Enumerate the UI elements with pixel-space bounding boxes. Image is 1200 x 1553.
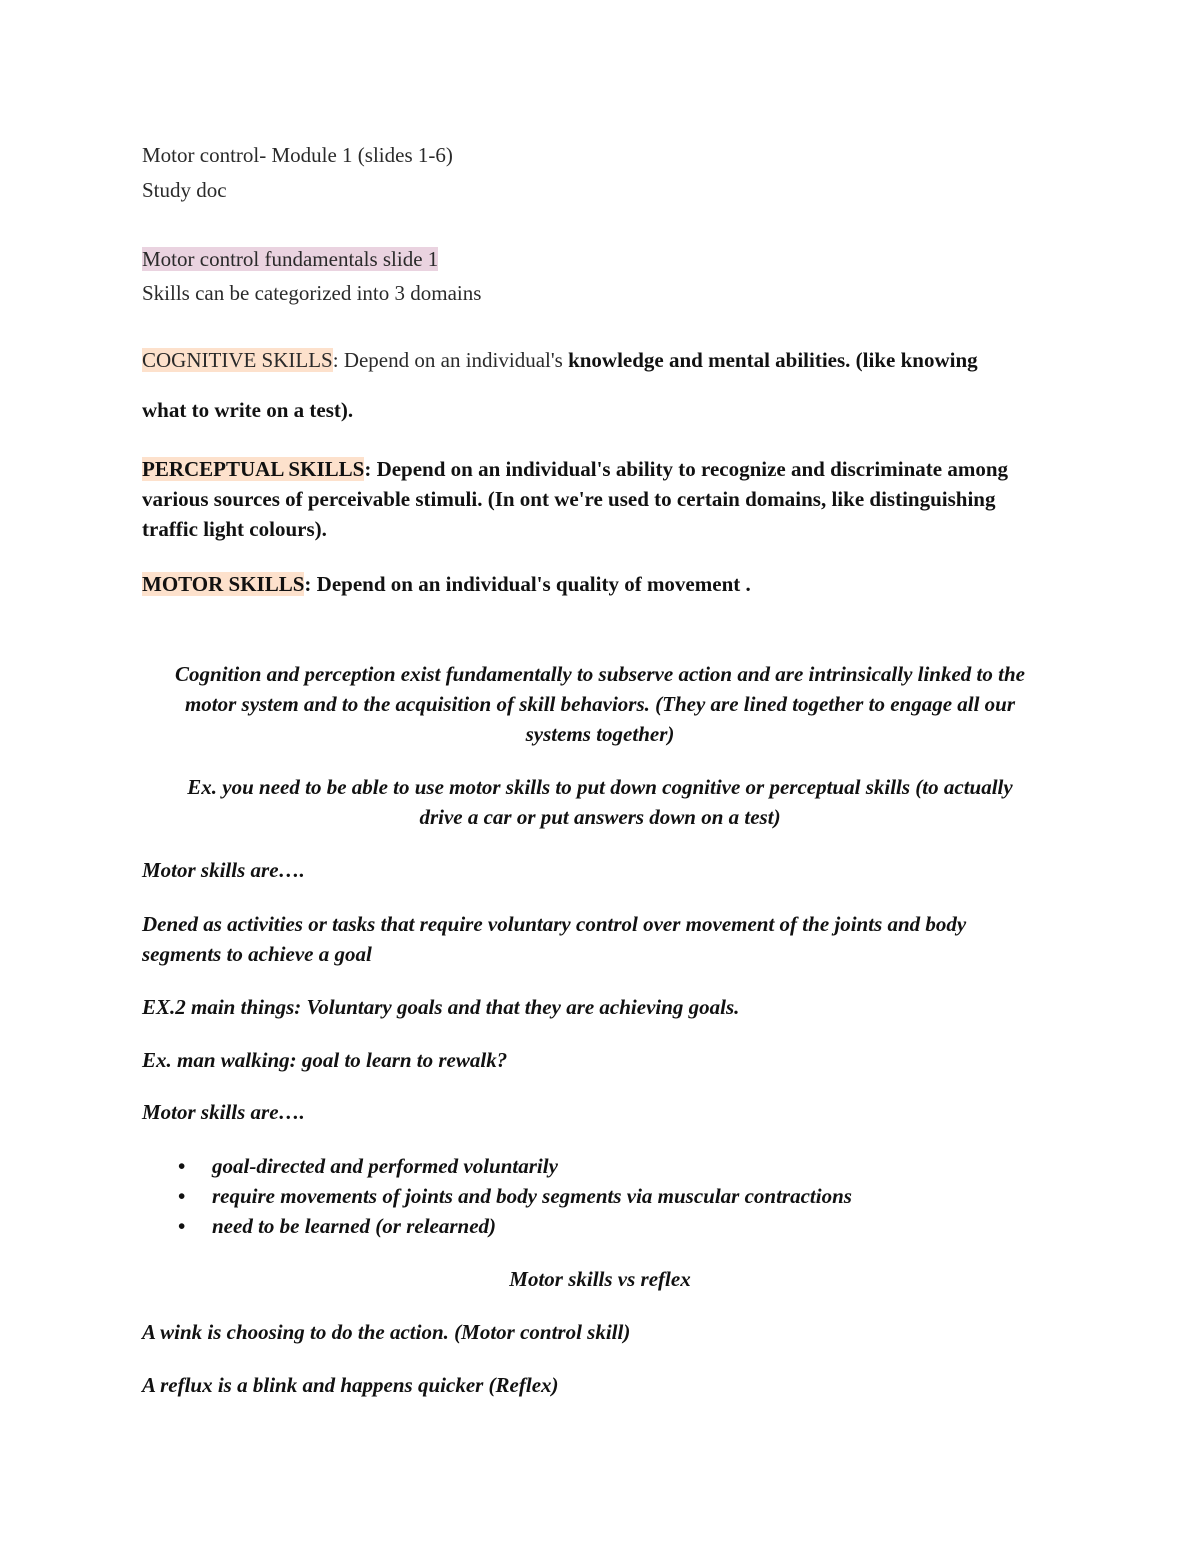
section-intro: Skills can be categorized into 3 domains xyxy=(142,281,482,305)
perceptual-skills-label: PERCEPTUAL SKILLS xyxy=(142,457,365,481)
perceptual-skills-line2: various sources of perceivable stimuli. (In ont we're used to certain domains, like distinguishing xyxy=(142,487,996,511)
motor-vs-reflex-heading: Motor skills vs reflex xyxy=(509,1267,691,1291)
cognitive-skills-line2: what to write on a test). xyxy=(142,398,354,422)
bullet-icon: • xyxy=(178,1184,186,1208)
list-item-text: goal-directed and performed voluntarily xyxy=(212,1154,558,1178)
quote-line-1: Cognition and perception exist fundamentally to subserve action and are intrinsically linked to the xyxy=(175,662,1025,686)
perceptual-skills-paragraph xyxy=(142,454,1008,484)
motor-skills-paragraph xyxy=(142,569,751,599)
bullet-icon: • xyxy=(178,1154,186,1178)
motor-skills-label: MOTOR SKILLS xyxy=(142,572,305,596)
list-item xyxy=(178,1211,852,1241)
reflux-line: A reflux is a blink and happens quicker (Reflex) xyxy=(142,1373,559,1397)
wink-line: A wink is choosing to do the action. (Motor control skill) xyxy=(142,1320,631,1344)
cognitive-skills-bold-text: knowledge and mental abilities. (like knowing xyxy=(568,348,978,372)
perceptual-skills-text: : Depend on an individual's ability to recognize and discriminate among xyxy=(364,457,1009,481)
quote-line-3: systems together) xyxy=(525,722,675,746)
list-item-text: require movements of joints and body segments via muscular contractions xyxy=(212,1184,852,1208)
motor-skills-are-heading-2: Motor skills are…. xyxy=(142,1100,305,1124)
cognitive-skills-text: : Depend on an individual's xyxy=(332,348,569,372)
motor-skills-text: : Depend on an individual's quality of movement . xyxy=(304,572,751,596)
motor-skills-list xyxy=(142,1151,852,1241)
motor-skills-are-heading: Motor skills are…. xyxy=(142,858,305,882)
example-man-walking: Ex. man walking: goal to learn to rewalk? xyxy=(142,1048,508,1072)
list-item xyxy=(178,1181,852,1211)
list-item xyxy=(178,1151,852,1181)
cognitive-skills-label: COGNITIVE SKILLS xyxy=(142,348,333,372)
section-heading xyxy=(142,244,438,274)
definition-line-1: Dened as activities or tasks that require voluntary control over movement of the joints and body xyxy=(142,912,967,936)
perceptual-skills-line3: traffic light colours). xyxy=(142,517,327,541)
section-heading-text: Motor control fundamentals slide 1 xyxy=(142,247,439,271)
example-1-line-2: drive a car or put answers down on a test) xyxy=(419,805,781,829)
definition-line-2: segments to achieve a goal xyxy=(142,942,372,966)
doc-subtitle: Study doc xyxy=(142,178,227,202)
example-2: EX.2 main things: Voluntary goals and that they are achieving goals. xyxy=(142,995,740,1019)
example-1-line-1: Ex. you need to be able to use motor skills to put down cognitive or perceptual skills (to actually xyxy=(187,775,1013,799)
bullet-icon: • xyxy=(178,1214,186,1238)
quote-line-2: motor system and to the acquisition of skill behaviors. (They are lined together to engage all our xyxy=(184,692,1016,716)
list-item-text: need to be learned (or relearned) xyxy=(212,1214,497,1238)
cognitive-skills-paragraph xyxy=(142,345,978,375)
doc-title: Motor control- Module 1 (slides 1-6) xyxy=(142,143,453,167)
